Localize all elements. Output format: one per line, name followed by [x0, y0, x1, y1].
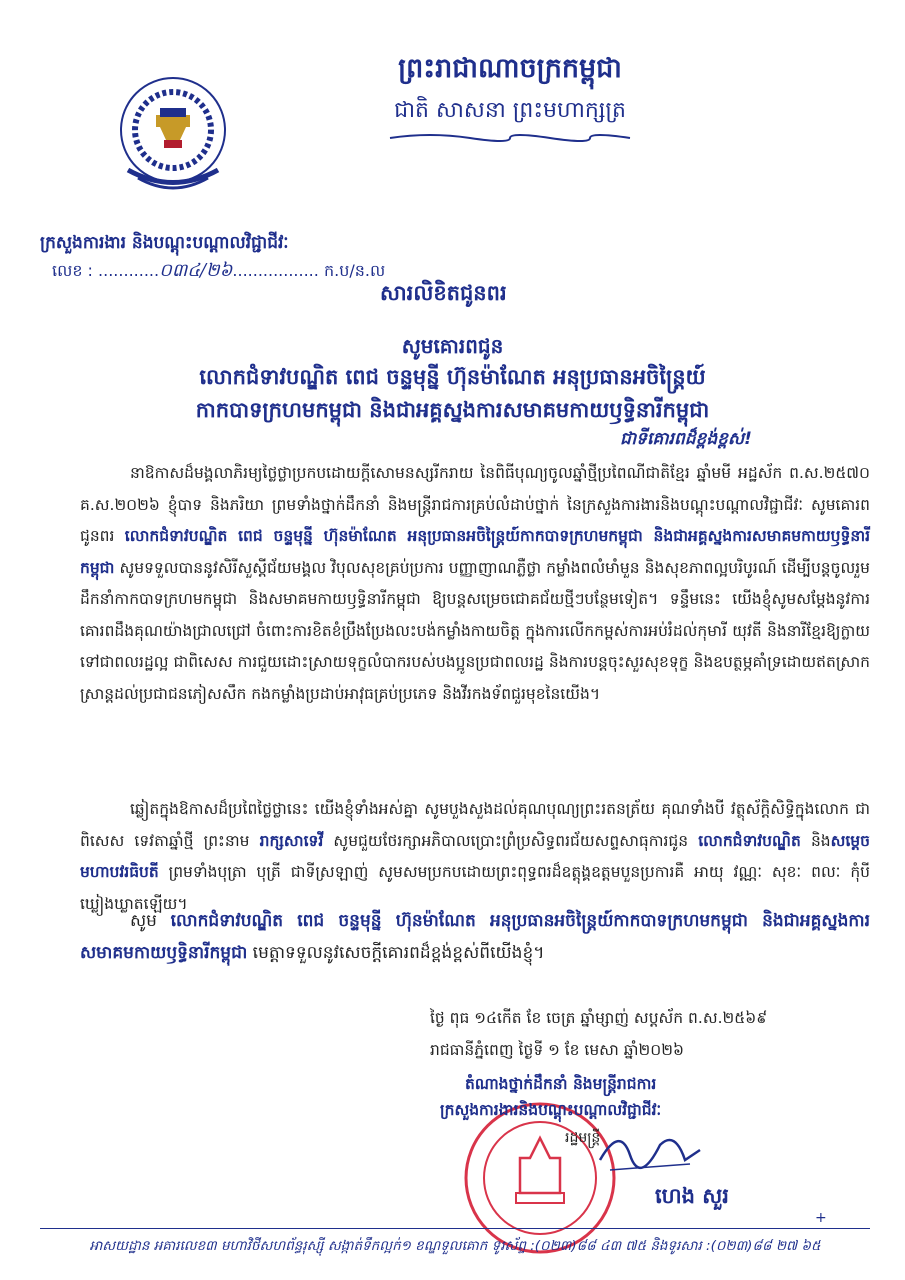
national-motto: ជាតិ សាសនា ព្រះមហាក្សត្រ: [394, 98, 626, 123]
signature-title-1: តំណាងថ្នាក់ដឹកនាំ និងមន្ត្រីរាជការ: [465, 1075, 657, 1093]
corner-mark: +: [815, 1210, 827, 1226]
paragraph-2-text-a: ឆ្លៀតក្នុងឱកាសដ៏ប្រពៃថ្លៃថ្លានេះ យើងខ្ញុំទាំងអស់គ្នា សូមបួងសួងដល់គុណបុណ្យព្រះរតនត្រ័យ គុណទាំងបី វត្ថុស័ក្តិសិទ្ធិក្នុងលោក ជាពិសេស ទេវតាឆ្នាំថ្មី ព្រះនាម: [80, 800, 870, 850]
ministry-name: ក្រសួងការងារ និងបណ្តុះបណ្តាលវិជ្ជាជីវៈ: [40, 233, 289, 253]
solar-date: រាជធានីភ្នំពេញ ថ្ងៃទី ១ ខែ មេសា ឆ្នាំ២០២៦: [430, 1041, 684, 1059]
reference-line: លេខ : ............០៣៤/២៦................. ក.ប/ន.ល: [52, 260, 386, 281]
paragraph-2: [80, 794, 870, 920]
handwritten-signature: [590, 1120, 710, 1180]
recipient-line-1: លោកជំទាវបណ្ឌិត ពេជ ចន្ទមុន្នី ហ៊ុនម៉ាណែត អនុប្រធានអចិន្ត្រៃយ៍: [199, 365, 706, 389]
tacteng-ornament: [350, 130, 670, 146]
paragraph-1-text-b: សូមទទួលបាននូវសិរីសួស្តីជ័យមង្គល វិបុលសុខគ្រប់ប្រការ បញ្ញាញាណភ្លឺថ្លា កម្លាំងពលំមាំមួន និងសុខភាពល្អបរិបូរណ៍ ដើម្បីបន្តចូលរួមដឹកនាំកាកបាទក្រហមកម្ពុជា និងសមាគមកាយឫទ្ធិនារីកម្ពុជា ឱ្យបន្តសម្រេចជោគជ័យថ្មីៗបន្ថែមទៀត។ ទន្ទឹមនេះ យើងខ្ញុំសូមសម្តែងនូវការគោរពដឹងគុណយ៉ាងជ្រាលជ្រៅ ចំពោះការខិតខំប្រឹងប្រែងលះបង់កម្លាំងកាយចិត្ត ក្នុងការលើកកម្ពស់ការអប់រំដល់កុមារី យុវតី និងនារីខ្មែរឱ្យក្លាយទៅជាពលរដ្ឋល្អ ជាពិសេស ការជួយដោះស្រាយទុក្ខលំបាករបស់បងប្អូនប្រជាពលរដ្ឋ និងការបន្តចុះសួរសុខទុក្ខ និងឧបត្ថម្ភគាំទ្រដោយឥតស្រាកស្រាន្តដល់ប្រជាជនភៀសសឹក កងកម្លាំងប្រដាប់អាវុធគ្រប់ប្រភេទ និងវីរកងទ័ពជួរមុខនៃយើង។: [80, 558, 870, 703]
paragraph-2-text-d: ព្រមទាំងបុត្រា បុត្រី ជាទីស្រឡាញ់ សូមសមប្រកបដោយព្រះពុទ្ធពរដ៏ឧត្តុង្គឧត្តមបួនប្រការគឺ អាយុ វណ្ណៈ សុខៈ ពលៈ កុំបីឃ្លៀងឃ្លាតឡើយ។: [80, 863, 870, 913]
paragraph-1-bold: លោកជំទាវបណ្ឌិត ពេជ ចន្ទមុន្នី ហ៊ុនម៉ាណែត អនុប្រធានអចិន្ត្រៃយ៍កាកបាទក្រហមកម្ពុជា និងជាអគ្គស្នងការសមាគមកាយឫទ្ធិនារីកម្ពុជា: [80, 527, 870, 577]
signature-title-2: ក្រសួងការងារនិងបណ្តុះបណ្តាលវិជ្ជាជីវៈ: [440, 1101, 662, 1119]
ref-number: ០៣៤: [159, 260, 200, 281]
ref-suffix: ក.ប/ន.ល: [323, 261, 386, 280]
recipient-line-2: កាកបាទក្រហមកម្ពុជា និងជាអគ្គស្នងការសមាគមកាយឫទ្ធិនារីកម្ពុជា: [195, 398, 710, 422]
kingdom-title: ព្រះរាជាណាចក្រកម្ពុជា: [398, 53, 622, 84]
respect-line: សូមគោរពជូន: [401, 334, 504, 358]
paragraph-1: [80, 458, 870, 710]
paragraph-2-text-c: និង: [800, 831, 831, 850]
letter-title: សារលិខិតជូនពរ: [380, 281, 507, 305]
footer-address: អាសយដ្ឋាន អគារលេខ៣ មហាវិថីសហព័ន្ធរុស្ស៊ី សង្កាត់ទឹកល្អក់១ ខណ្ឌទួលគោក ទូរស័ព្ទ :(០២៣)៨៨ ៤៣ ៧៥ និងទូរសារ :(០២៣)៨៨ ២៧ ៦៥: [89, 1238, 821, 1254]
signatory-name: ហេង សួរ: [655, 1184, 729, 1208]
paragraph-2-bold-3: សម្តេចមហាបវរធិបតី: [80, 831, 870, 881]
paragraph-3-text-b: មេត្តាទទួលនូវសេចក្តីគោរពដ៏ខ្ពង់ខ្ពស់ពីយើងខ្ញុំ។: [247, 942, 545, 963]
ref-sep: /២៦: [199, 260, 233, 281]
ref-prefix: លេខ :: [52, 261, 93, 280]
paragraph-1-text-a: នាឱកាសដ៏មង្គលាភិរម្យថ្លៃថ្លាប្រកបដោយក្តីសោមនស្សរីករាយ នៃពិធីបុណ្យចូលឆ្នាំថ្មីប្រពៃណីជាតិខ្មែរ ឆ្នាំមមី អដ្ឋស័ក ព.ស.២៥៧០ គ.ស.២០២៦ ខ្ញុំបាទ និងភរិយា ព្រមទាំងថ្នាក់ដឹកនាំ និងមន្ត្រីរាជការគ្រប់លំដាប់ថ្នាក់ នៃក្រសួងការងារនិងបណ្តុះបណ្តាលវិជ្ជាជីវៈ សូមគោរពជូនពរ: [80, 464, 870, 545]
ministry-logo: [108, 70, 238, 200]
paragraph-2-bold-1: រាក្សសាទេវី: [259, 831, 324, 850]
paragraph-3: [80, 906, 870, 969]
footer-divider: [40, 1228, 870, 1229]
salutation-end: ជាទីគោរពដ៏ខ្ពង់ខ្ពស់!: [620, 429, 752, 449]
signature-role: រដ្ឋមន្ត្រី: [565, 1130, 601, 1146]
paragraph-3-bold: លោកជំទាវបណ្ឌិត ពេជ ចន្ទមុន្នី ហ៊ុនម៉ាណែត អនុប្រធានអចិន្ត្រៃយ៍កាកបាទក្រហមកម្ពុជា និងជាអគ្គស្នងការសមាគមកាយឫទ្ធិនារីកម្ពុជា: [80, 911, 870, 963]
paragraph-2-text-b: សូមជួយថែរក្សាអភិបាលប្រោះព្រំប្រសិទ្ធពរជ័យសព្ទសាធុការជូន: [323, 831, 699, 850]
paragraph-3-text-a: សូម: [130, 911, 171, 931]
paragraph-2-bold-2: លោកជំទាវបណ្ឌិត: [698, 831, 801, 850]
lunar-date: ថ្ងៃ ពុធ ១៤កើត ខែ ចេត្រ ឆ្នាំម្សាញ់ សប្តស័ក ព.ស.២៥៦៩: [430, 1009, 768, 1027]
